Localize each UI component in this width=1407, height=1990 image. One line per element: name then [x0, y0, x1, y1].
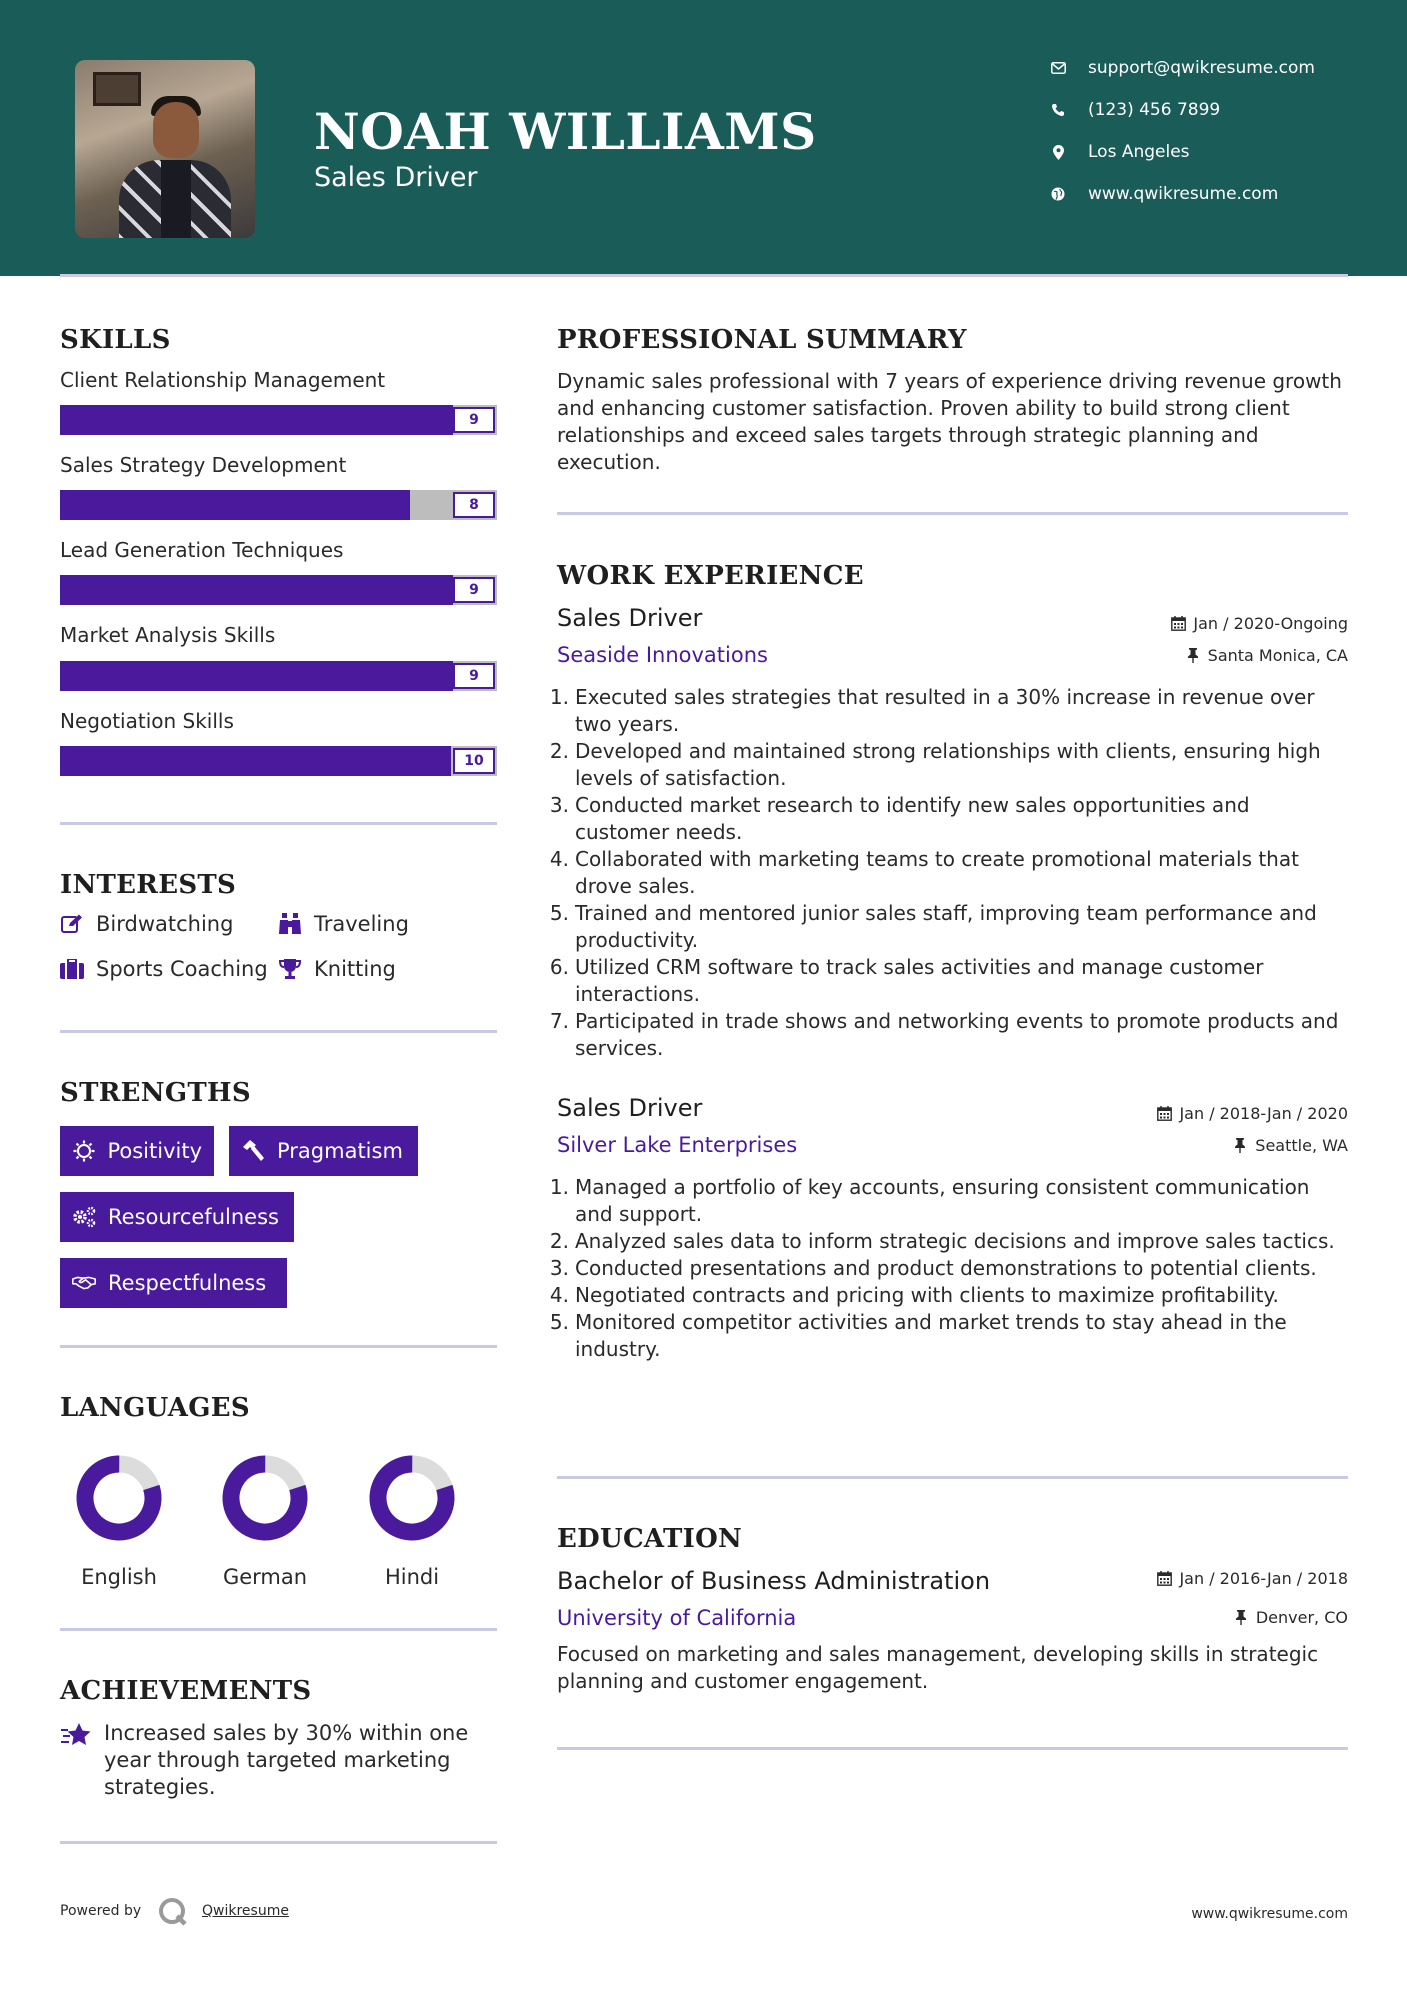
- calendar-icon: [1156, 1106, 1172, 1122]
- interests-title: INTERESTS: [60, 870, 237, 900]
- job-location: Seattle, WA: [1232, 1136, 1348, 1155]
- edit-icon: [60, 912, 84, 936]
- skill-bar-fill: [60, 575, 453, 605]
- job-location: Santa Monica, CA: [1185, 646, 1348, 665]
- strengths-title: STRENGTHS: [60, 1078, 251, 1108]
- job-date: Jan / 2020-Ongoing: [1170, 614, 1348, 633]
- job-date: Jan / 2018-Jan / 2020: [1156, 1104, 1348, 1123]
- strength-tag: Resourcefulness: [60, 1192, 294, 1242]
- job-company: Seaside Innovations: [557, 643, 768, 667]
- interest-item: Knitting: [278, 957, 396, 981]
- language-label: English: [81, 1565, 157, 1589]
- list-item: 1. Executed sales strategies that resulted in a 30% increase in revenue over two years.: [549, 685, 1315, 736]
- skill-score: 8: [453, 492, 495, 518]
- skill-label: Sales Strategy Development: [60, 453, 347, 477]
- education-school: University of California: [557, 1606, 797, 1630]
- language-item: [367, 1453, 457, 1589]
- language-ring: [367, 1453, 457, 1543]
- skill-label: Negotiation Skills: [60, 709, 234, 733]
- skill-score: 9: [453, 577, 495, 603]
- interest-item: Sports Coaching: [60, 957, 268, 981]
- handshake-icon: [72, 1271, 96, 1295]
- candidate-name: NOAH WILLIAMS: [314, 102, 817, 161]
- hammer-icon: [241, 1139, 265, 1163]
- sun-icon: [72, 1139, 95, 1163]
- language-ring: [74, 1453, 164, 1543]
- skill-bar: [60, 746, 497, 776]
- qwikresume-link[interactable]: Qwikresume: [202, 1903, 289, 1919]
- globe-icon: [1050, 186, 1066, 202]
- skill-bar: [60, 661, 497, 691]
- skill-score: 9: [453, 663, 495, 689]
- language-ring: [220, 1453, 310, 1543]
- list-item: 3. Conducted presentations and product demonstrations to potential clients.: [549, 1256, 1317, 1280]
- education-date: Jan / 2016-Jan / 2018: [1156, 1569, 1348, 1588]
- strength-tag: Respectfulness: [60, 1258, 287, 1308]
- language-item: [74, 1453, 164, 1589]
- summary-text: Dynamic sales professional with 7 years of experience driving revenue growth and enhancing customer satisfaction. Proven ability to build strong client relationships and exceed sales targets through strategic planning and execution.: [557, 369, 1342, 474]
- job-company: Silver Lake Enterprises: [557, 1133, 798, 1157]
- education-title: EDUCATION: [557, 1524, 743, 1554]
- strength-tag: Positivity: [60, 1126, 214, 1176]
- skill-bar: [60, 575, 497, 605]
- list-item: 3. Conducted market research to identify new sales opportunities and customer needs.: [549, 793, 1250, 844]
- list-item: 5. Trained and mentored junior sales staff, improving team performance and productivity.: [549, 901, 1317, 952]
- education-degree: Bachelor of Business Administration: [557, 1567, 991, 1595]
- powered-by-text: Powered by: [60, 1903, 142, 1919]
- briefcase-icon: [60, 957, 84, 981]
- section-divider: [60, 1030, 497, 1033]
- language-item: [220, 1453, 310, 1589]
- list-item: 4. Collaborated with marketing teams to create promotional materials that drove sales.: [549, 847, 1299, 898]
- section-divider: [60, 1345, 497, 1348]
- language-label: Hindi: [384, 1565, 440, 1589]
- skill-label: Client Relationship Management: [60, 368, 386, 392]
- interest-item: Birdwatching: [60, 912, 233, 936]
- envelope-icon: [1050, 60, 1066, 76]
- skill-bar: [60, 405, 497, 435]
- thumbtack-icon: [1185, 648, 1201, 664]
- section-divider: [557, 1476, 1348, 1479]
- skills-title: SKILLS: [60, 325, 171, 355]
- strength-tag: Pragmatism: [229, 1126, 418, 1176]
- star-icon: [60, 1722, 92, 1750]
- skill-bar-fill: [60, 405, 453, 435]
- calendar-icon: [1170, 616, 1186, 632]
- summary-title: PROFESSIONAL SUMMARY: [557, 325, 967, 355]
- interest-item: Traveling: [278, 912, 409, 936]
- resume-header: [0, 0, 1407, 276]
- list-item: 1. Managed a portfolio of key accounts, ensuring consistent communication and support.: [549, 1175, 1310, 1226]
- skill-bar-fill: [60, 661, 453, 691]
- skill-label: Lead Generation Techniques: [60, 538, 344, 562]
- contact-phone[interactable]: (123) 456 7899: [1050, 100, 1220, 120]
- thumbtack-icon: [1232, 1138, 1248, 1154]
- achievement-text: Increased sales by 30% within one year through targeted marketing strategies.: [104, 1721, 469, 1799]
- education-location: Denver, CO: [1233, 1608, 1348, 1627]
- map-pin-icon: [1050, 144, 1066, 160]
- contact-location: Los Angeles: [1050, 142, 1190, 162]
- section-divider: [60, 1628, 497, 1631]
- section-divider: [60, 1841, 497, 1844]
- qwikresume-logo-icon: [158, 1897, 188, 1927]
- section-divider: [557, 512, 1348, 515]
- job-title: Sales Driver: [557, 1094, 703, 1122]
- binoculars-icon: [278, 912, 302, 936]
- experience-title: WORK EXPERIENCE: [557, 561, 864, 591]
- job-bullets: [549, 684, 1350, 1062]
- list-item: 7. Participated in trade shows and networking events to promote products and services.: [549, 1009, 1339, 1060]
- skill-score: 10: [453, 748, 495, 774]
- footer-url[interactable]: www.qwikresume.com: [1191, 1906, 1348, 1922]
- list-item: 2. Developed and maintained strong relationships with clients, ensuring high levels of satisfaction.: [549, 739, 1321, 790]
- candidate-role: Sales Driver: [314, 162, 478, 193]
- skill-label: Market Analysis Skills: [60, 623, 276, 647]
- profile-photo: [75, 60, 255, 238]
- list-item: 6. Utilized CRM software to track sales activities and manage customer interactions.: [549, 955, 1264, 1006]
- phone-icon: [1050, 102, 1066, 118]
- list-item: 2. Analyzed sales data to inform strategic decisions and improve sales tactics.: [549, 1229, 1335, 1253]
- education-description: Focused on marketing and sales management, developing skills in strategic planning and customer engagement.: [557, 1642, 1319, 1693]
- section-divider: [60, 822, 497, 825]
- job-bullets: [549, 1174, 1350, 1363]
- calendar-icon: [1156, 1571, 1172, 1587]
- languages-title: LANGUAGES: [60, 1393, 250, 1423]
- skill-bar-fill: [60, 490, 410, 520]
- list-item: 4. Negotiated contracts and pricing with clients to maximize profitability.: [549, 1283, 1279, 1307]
- section-divider: [557, 1747, 1348, 1750]
- list-item: 5. Monitored competitor activities and market trends to stay ahead in the industry.: [549, 1310, 1287, 1361]
- achievements-title: ACHIEVEMENTS: [60, 1676, 312, 1706]
- skill-bar-fill: [60, 746, 451, 776]
- thumbtack-icon: [1233, 1610, 1249, 1626]
- skill-score: 9: [453, 407, 495, 433]
- job-title: Sales Driver: [557, 604, 703, 632]
- gears-icon: [72, 1205, 96, 1229]
- trophy-icon: [278, 957, 302, 981]
- language-label: German: [222, 1565, 308, 1589]
- skill-bar: [60, 490, 497, 520]
- contact-email[interactable]: support@qwikresume.com: [1050, 58, 1315, 78]
- header-divider: [60, 274, 1348, 277]
- contact-website[interactable]: www.qwikresume.com: [1050, 184, 1278, 204]
